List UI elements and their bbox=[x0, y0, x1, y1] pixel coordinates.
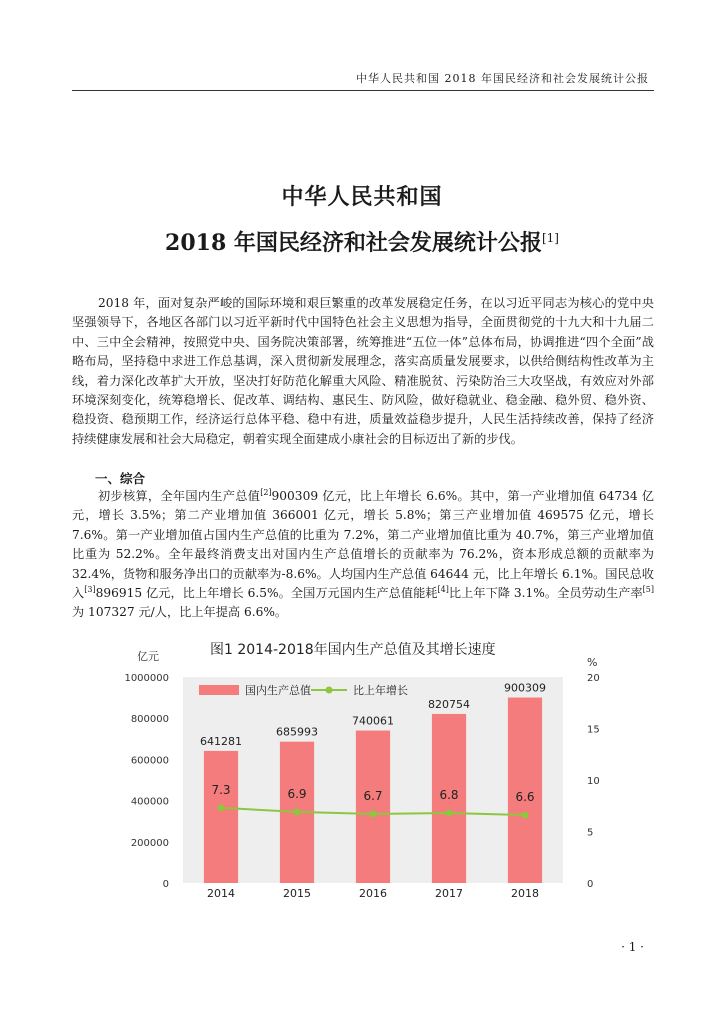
bar-value-label: 900309 bbox=[504, 681, 546, 695]
growth-point bbox=[446, 809, 453, 816]
legend-bar-swatch bbox=[199, 685, 239, 695]
y2-axis-label: % bbox=[587, 656, 598, 669]
growth-value-label: 6.9 bbox=[287, 786, 307, 801]
y-tick-label: 0 bbox=[162, 879, 169, 890]
legend-line-marker bbox=[326, 687, 333, 694]
y-tick-label: 200000 bbox=[130, 837, 169, 849]
footnote-ref-4[interactable]: [4] bbox=[437, 585, 449, 595]
footnote-ref-2[interactable]: [2] bbox=[260, 488, 272, 497]
growth-value-label: 6.7 bbox=[363, 788, 383, 803]
bar-value-label: 685993 bbox=[276, 725, 318, 739]
x-tick-label: 2018 bbox=[511, 887, 539, 900]
y2-tick-label: 0 bbox=[587, 879, 594, 890]
document-title-line1: 中华人民共和国 bbox=[281, 184, 443, 210]
growth-point bbox=[218, 804, 225, 811]
gdp-text-b: 900309 亿元，比上年增长 6.6%。其中，第一产业增加值 64734 亿元，增长 3.5%；第二产业增加值 366001 亿元，增长 5.8%；第三产业增加值 469575 亿元，增长 7.6%。第一产业增加值占国内生产总值的比重为 7.2%，第二产业增加值比重为 40.7%，第三产业增加值比重为 52.2%。全年最终消费支出对国内生产总值增长的贡献率为 76.2%，资本形成总额的贡献率为 32.4%，货物和服务净出口的贡献率为-8.6%。人均国内生产总值 64644 元，比上年增长 6.1%。国民总收入 bbox=[72, 489, 654, 601]
x-tick-label: 2016 bbox=[359, 887, 387, 900]
section-heading: 一、综合 bbox=[95, 471, 146, 486]
growth-point bbox=[522, 812, 529, 819]
running-header: 中华人民共和国 2018 年国民经济和社会发展统计公报 bbox=[356, 72, 649, 85]
growth-value-label: 7.3 bbox=[211, 782, 231, 797]
y-tick-label: 800000 bbox=[130, 714, 169, 726]
gdp-text-d: 比上年下降 3.1%。全员劳动生产率 bbox=[448, 586, 643, 601]
y-tick-label: 600000 bbox=[130, 755, 169, 767]
x-tick-label: 2015 bbox=[283, 887, 311, 900]
header-rule bbox=[72, 90, 654, 91]
y2-tick-label: 5 bbox=[587, 827, 594, 839]
gdp-text-a: 初步核算，全年国内生产总值 bbox=[98, 489, 261, 503]
gdp-bar bbox=[356, 731, 390, 883]
y-tick-label: 400000 bbox=[130, 796, 169, 808]
y2-tick-label: 10 bbox=[587, 776, 600, 787]
x-tick-label: 2017 bbox=[435, 887, 463, 900]
growth-value-label: 6.8 bbox=[439, 787, 459, 802]
title-footnote-ref[interactable]: [1] bbox=[541, 231, 559, 245]
bar-value-label: 820754 bbox=[428, 697, 470, 711]
chart-title: 图1 2014-2018年国内生产总值及其增长速度 bbox=[210, 642, 496, 658]
growth-point bbox=[370, 810, 377, 817]
gdp-bar bbox=[204, 751, 238, 883]
gdp-text-e: 为 107327 元/人，比上年提高 6.6%。 bbox=[72, 605, 288, 620]
page-number: · 1 · bbox=[621, 940, 644, 954]
y2-tick-label: 15 bbox=[587, 724, 600, 736]
growth-value-label: 6.6 bbox=[515, 790, 535, 805]
footnote-ref-5[interactable]: [5] bbox=[642, 585, 655, 595]
bar-value-label: 641281 bbox=[200, 734, 242, 748]
legend-line-label: 比上年增长 bbox=[353, 684, 408, 697]
footnote-ref-3[interactable]: [3] bbox=[84, 585, 96, 595]
bar-value-label: 740061 bbox=[352, 714, 394, 728]
growth-point bbox=[294, 808, 301, 815]
gdp-growth-chart bbox=[115, 630, 615, 910]
plot-area bbox=[124, 673, 599, 900]
document-title-line2 bbox=[0, 226, 724, 257]
y-tick-label: 1000000 bbox=[124, 673, 169, 684]
x-tick-label: 2014 bbox=[207, 887, 235, 900]
title-text: 2018 年国民经济和社会发展统计公报 bbox=[165, 230, 542, 256]
gdp-paragraph bbox=[72, 487, 654, 623]
intro-paragraph: 2018 年，面对复杂严峻的国际环境和艰巨繁重的改革发展稳定任务，在以习近平同志为核心的党中央坚强领导下，各地区各部门以习近平新时代中国特色社会主义思想为指导，全面贯彻党的十九大和十九届二中、三中全会精神，按照党中央、国务院决策部署，统筹推进“五位一体”总体布局，协调推进“四个全面”战略布局，坚持稳中求进工作总基调，深入贯彻新发展理念，落实高质量发展要求，以供给侧结构性改革为主线，着力深化改革扩大开放，坚决打好防范化解重大风险、精准脱贫、污染防治三大攻坚战，有效应对外部环境深刻变化，统筹稳增长、促改革、调结构、惠民生、防风险，做好稳就业、稳金融、稳外贸、稳外资、稳投资、稳预期工作，经济运行总体平稳、稳中有进，质量效益稳步提升，人民生活持续改善，保持了经济持续健康发展和社会大局稳定，朝着实现全面建成小康社会的目标迈出了新的步伐。 bbox=[72, 296, 654, 446]
legend-bar-label: 国内生产总值 bbox=[245, 684, 311, 697]
gdp-text-c: 896915 亿元，比上年增长 6.5%。全国万元国内生产总值能耗 bbox=[95, 586, 438, 601]
y-axis-label: 亿元 bbox=[137, 650, 159, 663]
y2-tick-label: 20 bbox=[587, 673, 600, 684]
